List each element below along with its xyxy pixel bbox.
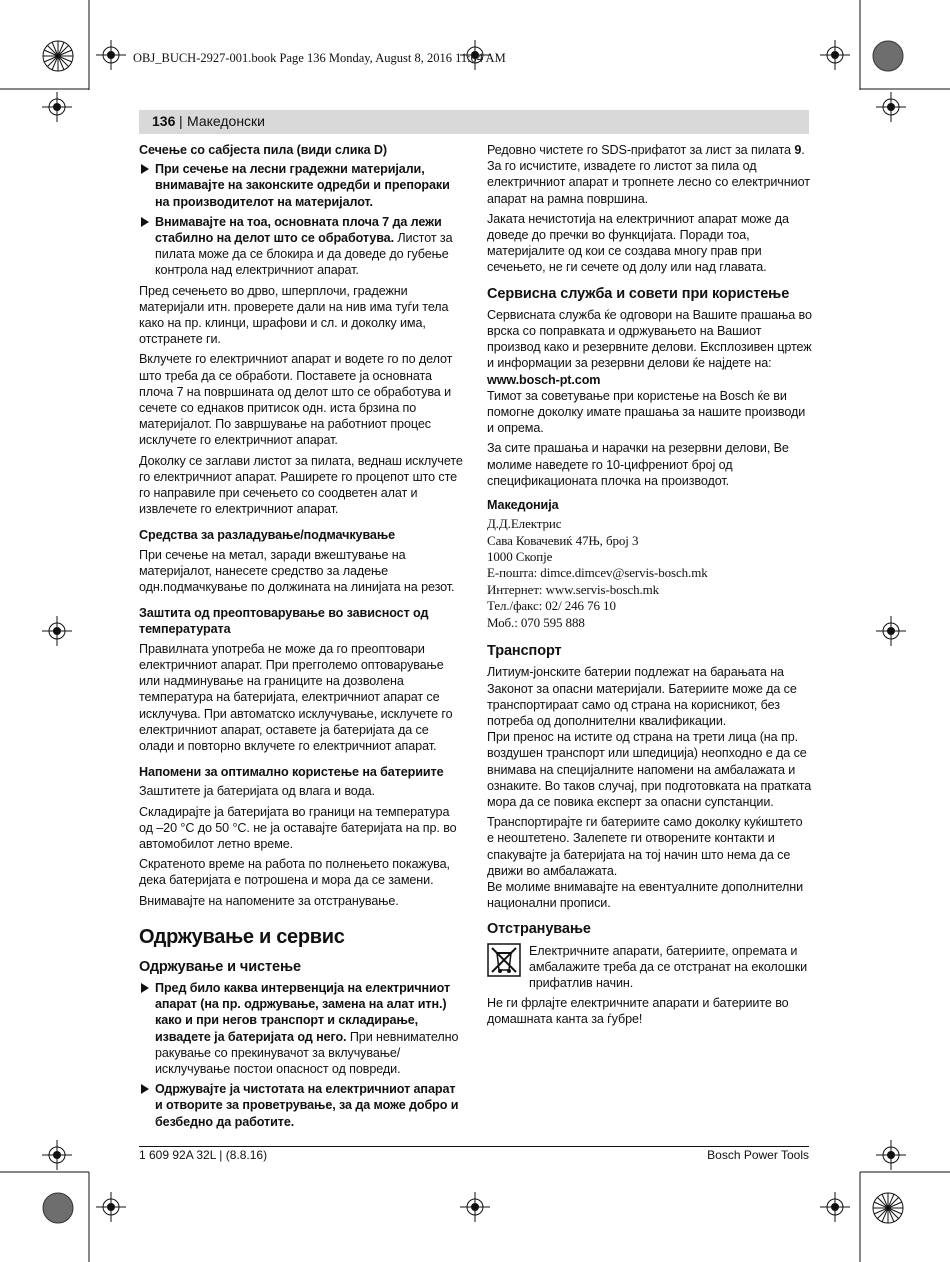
crossed-out-bin-icon xyxy=(487,943,521,977)
heading-battery-notes: Напомени за оптимално користење на батериите xyxy=(139,765,444,780)
registration-crosshair-icon xyxy=(42,616,72,646)
address-line: Тел./факс: 02/ 246 76 10 xyxy=(487,598,616,614)
paragraph: Скратеното време на работа по полнењето покажува, дека батеријата е потрошена и мора да се замени. xyxy=(139,857,450,888)
right-column xyxy=(487,142,812,1032)
header-language: Македонски xyxy=(187,113,265,129)
paragraph: Ве молиме внимавајте на евентуалните дополнителни национални прописи. xyxy=(487,879,804,911)
bullet-item: Внимавајте на тоа, основната плоча 7 да лежи стабилно на делот што се обработува. Листот за пилата може да се блокира и да доведе до губење контрола над електричниот апарат. xyxy=(139,214,464,279)
registration-crosshair-icon xyxy=(876,616,906,646)
paragraph: Тимот за советување при користење на Bosch ќе ви помогне доколку имате прашања за нашите производи и опрема. xyxy=(487,388,806,436)
paragraph: Складирајте ја батеријата во граници на температура од –20 °C до 50 °C. не ја оставајте батеријата на пр. во автомобилот летно време. xyxy=(139,804,457,851)
heading-macedonia: Македонија xyxy=(487,498,559,513)
footer-doc-number: 1 609 92A 32L | (8.8.16) xyxy=(139,1148,268,1162)
paragraph: Јаката нечистотија на електричниот апарат може да доведе до пречки во функцијата. Поради тоа, материјалите од кои се создава многу прав при сечењето, не ги сечете од долу или над главата. xyxy=(487,211,789,275)
paragraph: Сервисната служба ќе одговори на Вашите прашања во врска со поправката и одржувањето на Вашиот производ како и резервните делови. Експлозивен цртеж и информации за резервни делови ќе најдете на: www.bosch-pt.com xyxy=(487,307,812,387)
heading-plunge-cut: Сечење со сабјеста пила (види слика D) xyxy=(139,143,387,157)
registration-crosshair-icon xyxy=(96,40,126,70)
left-column xyxy=(139,142,464,1134)
paragraph: За сите прашања и нарачки на резервни делови, Ве молиме наведете го 10-цифрениот број од спецификационата плочка на производот. xyxy=(487,441,789,488)
paragraph: Пред сечењето во дрво, шперплочи, градежни материјали итн. проверете дали на нив има туѓи тела како на пр. клинци, шрафови и сл. и доколку има, отстранете ги. xyxy=(139,283,449,347)
address-line: Интернет: www.servis-bosch.mk xyxy=(487,581,660,597)
gray-circle-mark-icon xyxy=(42,1192,74,1224)
registration-crosshair-icon xyxy=(876,92,906,122)
registration-crosshair-icon xyxy=(42,1140,72,1170)
paragraph: Вклучете го електричниот апарат и водете го по делот што треба да се обработи. Поставете ја основната плоча 7 на површината од делот што се обработува и сечете со еднаков притисок одн. иста брзина по материјалот. По завршување на работниот процес исклучете го електричниот апарат. xyxy=(139,352,453,448)
bullet-item: Пред било каква интервенција на електричниот апарат (на пр. одржување, замена на алат итн.) како и при негов транспорт и складирање, извадете ја батеријата од него. При невнимателно ракување со прекинувачот за вклучување/исклучување постои опасност од повреди. xyxy=(139,980,464,1077)
paragraph: При сечење на метал, заради вжештување на материјалот, нанесете средство за ладење одн.подмачкување по должината на линијата на резот. xyxy=(139,547,455,595)
registration-crosshair-icon xyxy=(820,1192,850,1222)
bullet-item: При сечење на лесни градежни материјали, внимавајте на законските одредби и препораки на производителот на материјалот. xyxy=(139,161,464,210)
address-line: Д.Д.Електрис xyxy=(487,516,562,532)
book-file-line: OBJ_BUCH-2927-001.book Page 136 Monday, August 8, 2016 11:04 AM xyxy=(133,51,506,65)
footer-rule xyxy=(139,1146,809,1147)
heading-transport: Транспорт xyxy=(487,643,562,660)
paragraph: Литиум-јонските батерии подлежат на барањата на Законот за опасни материјали. Батериите може да се транспортираат само од страна на корисникот, без потреба од дополнителни квалификации. xyxy=(487,665,797,728)
starburst-target-icon xyxy=(872,1192,904,1224)
heading-coolants: Средства за разладување/подмачкување xyxy=(139,528,396,543)
address-line: Сава Ковачевиќ 47Њ, број 3 xyxy=(487,532,639,548)
paragraph: Не ги фрлајте електричните апарати и батериите во домашната канта за ѓубре! xyxy=(487,996,789,1027)
address-line: Е-пошта: dimce.dimcev@servis-bosch.mk xyxy=(487,565,708,581)
gray-circle-mark-icon xyxy=(872,40,904,72)
footer-brand: Bosch Power Tools xyxy=(707,1148,809,1162)
page-number: 136 xyxy=(152,113,176,129)
page-header-bar xyxy=(139,110,809,134)
starburst-target-icon xyxy=(42,40,74,72)
paragraph: Внимавајте на напомените за отстранување. xyxy=(139,893,399,908)
registration-crosshair-icon xyxy=(876,1140,906,1170)
disposal-note: Електричните апарати, батериите, опремата и амбалажите треба да се отстранат на еколошки прифатлив начин. xyxy=(487,943,812,992)
paragraph: Транспортирајте ги батериите само доколку куќиштето е неоштетено. Залепете ги отворените контакти и спакувајте ја батеријата на тој начин што нема да се движи во амбалажата. xyxy=(487,815,803,878)
registration-crosshair-icon xyxy=(42,92,72,122)
address-line: 1000 Скопје xyxy=(487,549,553,565)
paragraph: Редовно чистете го SDS-прифатот за лист за пилата 9. За го исчистите, извадете го листот за пила од електричниот апарат и тропнете лесно со електричниот апарат на рамна површина. xyxy=(487,143,810,206)
heading-overload-protection: Заштита од преоптоварување во зависност од температурата xyxy=(139,606,429,637)
paragraph: Правилната употреба не може да го преоптовари електричниот апарат. При прегголемо оптоварување или надминување на границите на дозволена температура на батеријата, електричниот апарат се исклучува. При автоматско исклучување, исклучете го електричниот апарат, оставете ја батеријата да се олади и повторно вклучете го електричниот апарат. xyxy=(139,641,453,753)
header-separator: | xyxy=(179,113,183,129)
registration-crosshair-icon xyxy=(96,1192,126,1222)
registration-crosshair-icon xyxy=(460,1192,490,1222)
service-address xyxy=(487,516,812,631)
registration-crosshair-icon xyxy=(820,40,850,70)
heading-maintenance-cleaning: Одржување и чистење xyxy=(139,958,301,975)
paragraph: При пренос на истите од страна на трети лица (на пр. воздушен транспорт или шпедиција) неопходно е да се внимава на специјалните напомени на амбалажата и ознаките. Во таков случај, при подготовката на пратката мора да се повика експерт за опасни супстанции. xyxy=(487,730,812,809)
heading-service: Сервисна служба и совети при користење xyxy=(487,285,790,302)
paragraph: Доколку се заглави листот за пилата, веднаш исклучете го електричниот апарат. Раширете го процепот што сте го направиле при сечењето со соодветен алат и извлечете го електричниот апарат. xyxy=(139,453,463,517)
paragraph: Заштитете ја батеријата од влага и вода. xyxy=(139,784,375,799)
section-title-maintenance: Одржување и сервис xyxy=(139,925,345,948)
bosch-url-link[interactable]: www.bosch-pt.com xyxy=(487,372,601,387)
heading-disposal: Отстранување xyxy=(487,921,591,938)
bullet-item: Одржувајте ја чистотата на електричниот апарат и отворите за проветрување, за да може добро и безбедно да работите. xyxy=(139,1081,464,1130)
address-line: Моб.: 070 595 888 xyxy=(487,614,585,630)
